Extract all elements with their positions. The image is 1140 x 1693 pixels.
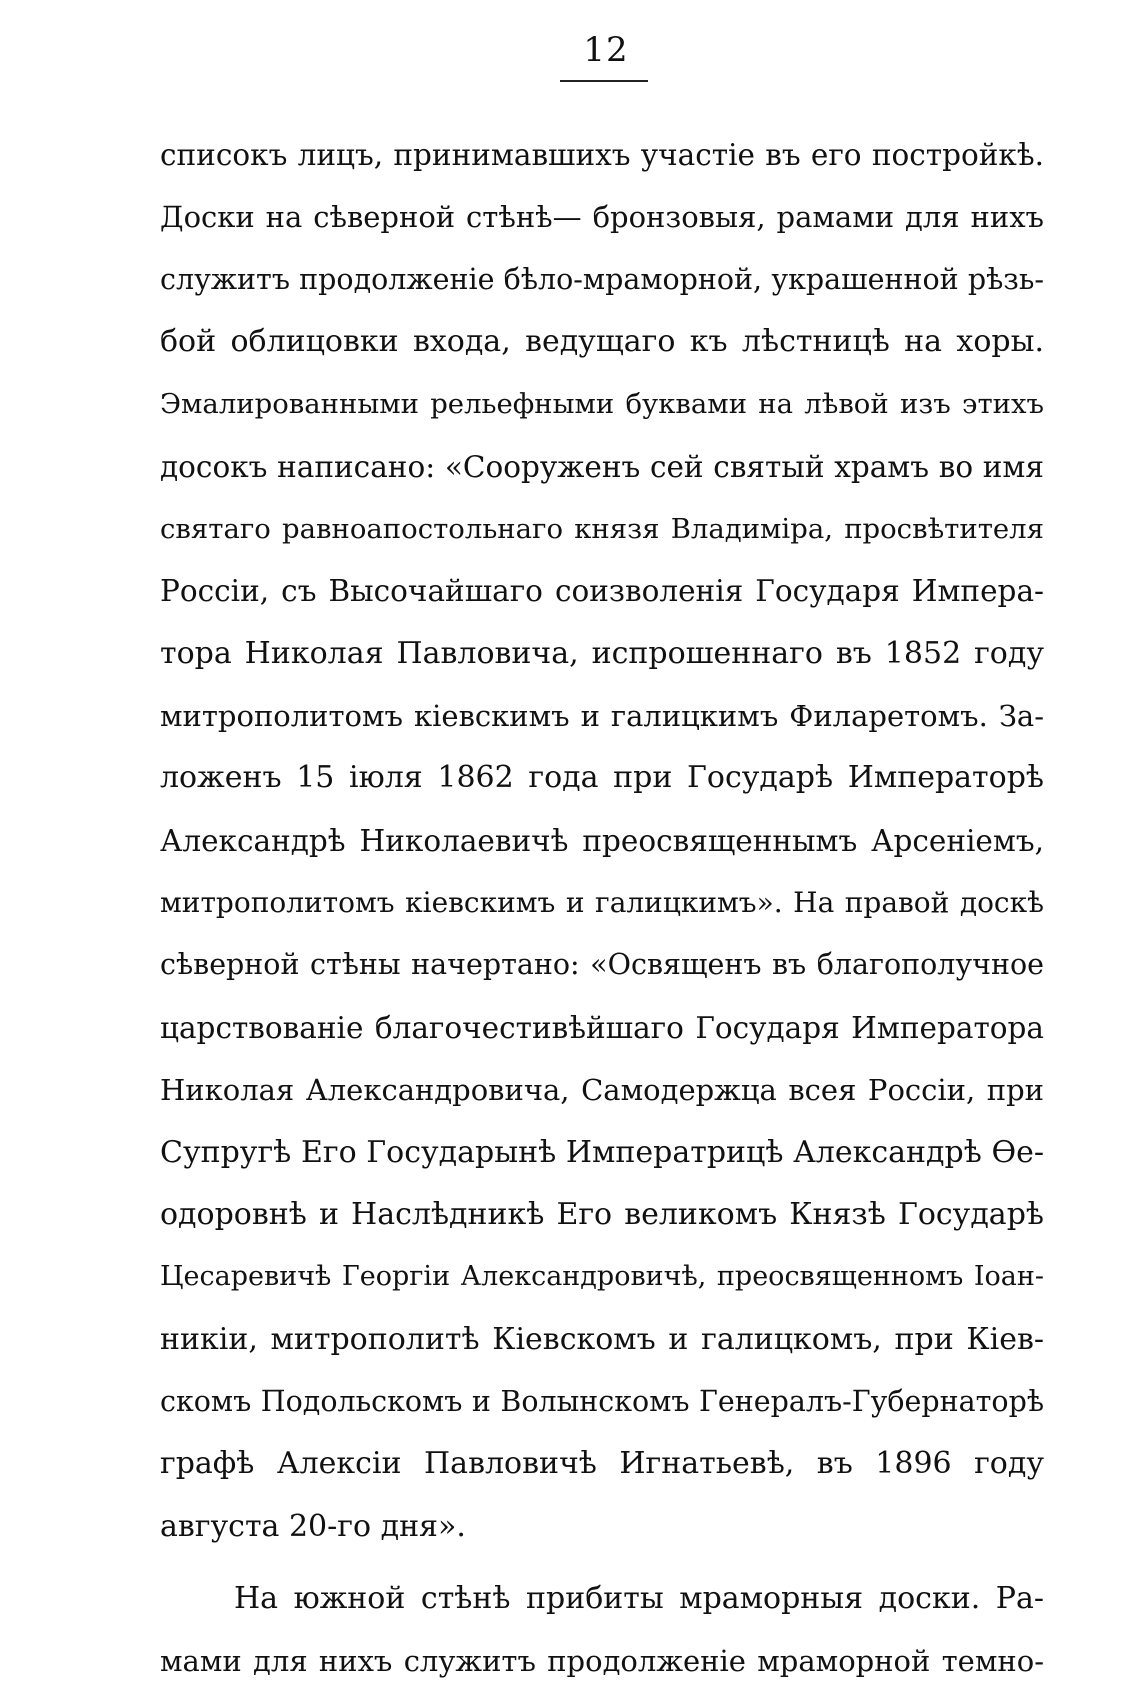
text-line: митрополитомъ кіевскимъ и галицкимъ Филаретомъ. За-	[160, 699, 1044, 734]
text-line: святаго равноапостольнаго князя Владиміра, просвѣтителя	[160, 513, 1044, 546]
text-line: сѣверной стѣны начертано: «Освященъ въ благополучное	[160, 948, 1044, 982]
page-number: 12	[583, 30, 629, 70]
text-line: Супругѣ Его Государынѣ Императрицѣ Александрѣ Ѳе-	[160, 1134, 1044, 1170]
text-line: августа 20-го дня».	[160, 1508, 466, 1544]
text-line: ложенъ 15 іюля 1862 года при Государѣ Императорѣ	[160, 760, 1044, 796]
page-number-rule	[560, 80, 648, 82]
text-line: Эмалированными рельефными буквами на лѣвой изъ этихъ	[160, 388, 1044, 421]
text-line: графѣ Алексіи Павловичѣ Игнатьевѣ, въ 1896 году	[160, 1446, 1044, 1482]
text-line: списокъ лицъ, принимавшихъ участіе въ его постройкѣ.	[160, 138, 1044, 172]
text-line: царствованіе благочестивѣйшаго Государя Императора	[160, 1010, 1044, 1045]
text-line: На южной стѣнѣ прибиты мраморныя доски. Ра-	[234, 1580, 1044, 1616]
paragraph-2	[160, 1568, 1044, 1693]
text-line: тора Николая Павловича, испрошеннаго въ 1852 году	[160, 635, 1044, 671]
text-line: Россіи, съ Высочайшаго соизволенія Государя Импера-	[160, 574, 1044, 609]
text-line: одоровнѣ и Наслѣдникѣ Его великомъ Князѣ Государѣ	[160, 1196, 1044, 1232]
body-text	[160, 124, 1044, 1693]
text-line: мами для нихъ служитъ продолженіе мраморной темно-	[160, 1644, 1044, 1679]
text-line: служитъ продолженіе бѣло-мраморной, украшенной рѣзь-	[160, 262, 1044, 296]
text-line: бой облицовки входа, ведущаго къ лѣстницѣ на хоры.	[160, 324, 1044, 360]
text-line: Николая Александровича, Самодержца всея Россіи, при	[160, 1073, 1044, 1108]
text-line: митрополитомъ кіевскимъ и галицкимъ». На правой доскѣ	[160, 886, 1044, 920]
text-line: Александрѣ Николаевичѣ преосвященнымъ Арсеніемъ,	[160, 823, 1044, 858]
text-line: Доски на сѣверной стѣнѣ— бронзовыя, рамами для нихъ	[160, 200, 1044, 235]
text-line: досокъ написано: «Сооруженъ сей святый храмъ во имя	[160, 449, 1044, 484]
text-line: Цесаревичѣ Георгіи Александровичѣ, преосвященномъ Іоан-	[160, 1261, 1044, 1293]
text-line: никіи, митрополитѣ Кіевскомъ и галицкомъ, при Кіев-	[160, 1321, 1044, 1357]
text-line: скомъ Подольскомъ и Волынскомъ Генералъ-Губернаторѣ	[160, 1384, 1044, 1418]
paragraph-1	[160, 124, 1044, 1558]
